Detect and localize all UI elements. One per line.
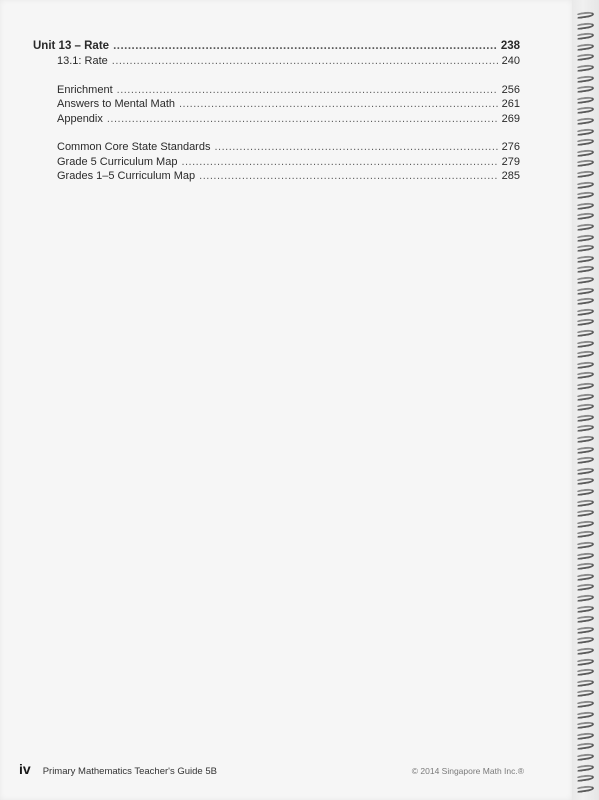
spiral-coil [576, 233, 595, 241]
spiral-coil [576, 191, 595, 199]
dot-leader [107, 112, 498, 127]
spiral-coil [576, 392, 595, 400]
spiral-coil [576, 212, 595, 220]
toc-entry-label: Common Core State Standards [57, 141, 211, 153]
page-number: iv [19, 761, 31, 777]
spiral-coil [576, 318, 595, 326]
spiral-coil [576, 668, 595, 676]
spiral-coil [576, 74, 595, 82]
dot-leader [181, 155, 497, 170]
dot-leader [117, 83, 498, 98]
spiral-coil [576, 509, 595, 517]
spiral-coil [576, 710, 595, 718]
spiral-coil [576, 403, 595, 411]
toc-entry-page: 276 [501, 141, 520, 153]
spiral-coil [576, 361, 595, 369]
spiral-coil [576, 106, 595, 114]
dot-leader [214, 140, 497, 155]
toc-entry-label: Grade 5 Curriculum Map [57, 155, 178, 168]
spiral-coil [576, 329, 595, 337]
toc-entry-grade5-curriculum-map[interactable] [33, 155, 520, 170]
spiral-coil [576, 583, 595, 591]
spiral-coil [576, 604, 595, 612]
spiral-coil [576, 32, 595, 40]
toc-entry-page: 261 [501, 98, 520, 110]
toc-entry-label: Appendix [57, 112, 103, 125]
toc-entry-appendix[interactable] [33, 112, 520, 127]
spiral-coil [576, 562, 595, 570]
table-of-contents [33, 38, 520, 184]
spiral-coil [576, 488, 595, 496]
spiral-coil [576, 11, 595, 19]
spiral-coil [576, 43, 595, 51]
dot-leader [113, 38, 497, 54]
spiral-coil [576, 732, 595, 740]
spiral-coil [576, 297, 595, 305]
toc-entry-label: Answers to Mental Math [57, 98, 175, 110]
spiral-coil [576, 339, 595, 347]
toc-entry-page: 269 [501, 112, 520, 125]
toc-entry-page: 238 [500, 40, 520, 52]
dot-leader [112, 54, 498, 69]
spiral-binding [572, 0, 599, 800]
spiral-coil [576, 265, 595, 273]
spiral-coil [576, 467, 595, 475]
toc-entry-label: Enrichment [57, 83, 113, 96]
spiral-coil [576, 424, 595, 432]
spiral-coil [576, 435, 595, 443]
spiral-coil [576, 286, 595, 294]
spiral-coil [576, 636, 595, 644]
toc-entry-page: 279 [501, 155, 520, 168]
spiral-coil [576, 456, 595, 464]
toc-entry-grades1-5-curriculum-map[interactable] [33, 169, 520, 184]
spiral-coil [576, 700, 595, 708]
spiral-coil [576, 785, 595, 793]
toc-entry-answers-mental-math[interactable] [33, 97, 520, 112]
spiral-coil [576, 159, 595, 167]
toc-entry-label: 13.1: Rate [57, 55, 108, 67]
copyright-notice: © 2014 Singapore Math Inc.® [411, 766, 524, 776]
spiral-coil [576, 244, 595, 252]
spiral-coil [576, 170, 595, 178]
dot-leader [199, 169, 497, 184]
spiral-coil [576, 753, 595, 761]
toc-entry-enrichment[interactable] [33, 83, 520, 98]
spiral-coil [576, 498, 595, 506]
spiral-coil [576, 530, 595, 538]
spiral-coil [576, 541, 595, 549]
toc-entry-page: 285 [501, 170, 520, 182]
spiral-coil [576, 626, 595, 634]
toc-entry-label: Unit 13 – Rate [33, 40, 110, 52]
spiral-coil [576, 477, 595, 485]
spiral-coil [576, 774, 595, 782]
spiral-coil [576, 180, 595, 188]
toc-entry-unit-13[interactable] [33, 38, 520, 54]
spiral-coil [576, 647, 595, 655]
spiral-coil [576, 255, 595, 263]
book-title: Primary Mathematics Teacher's Guide 5B [42, 766, 217, 777]
spiral-coil [576, 594, 595, 602]
section-gap [33, 69, 520, 83]
spiral-coil [576, 573, 595, 581]
spiral-coil [576, 721, 595, 729]
spiral-coil [576, 149, 595, 157]
spiral-coil [576, 308, 595, 316]
spiral-coil [576, 382, 595, 390]
spiral-coil [576, 96, 595, 104]
spiral-coil [576, 127, 595, 135]
toc-entry-common-core[interactable] [33, 140, 520, 155]
toc-entry-page: 240 [501, 55, 520, 67]
dot-leader [179, 97, 498, 112]
spiral-coil [576, 64, 595, 72]
toc-entry-page: 256 [501, 83, 520, 96]
toc-entry-lesson-13-1[interactable] [33, 54, 520, 69]
spiral-coil [576, 276, 595, 284]
spiral-coil [576, 615, 595, 623]
spiral-coil [576, 85, 595, 93]
spiral-coil [576, 117, 595, 125]
toc-entry-label: Grades 1–5 Curriculum Map [57, 170, 196, 182]
spiral-coil [576, 414, 595, 422]
spiral-coil [576, 371, 595, 379]
spiral-coil [576, 763, 595, 771]
spiral-coil [576, 689, 595, 697]
spiral-coil [576, 202, 595, 210]
spiral-coil [576, 679, 595, 687]
spiral-coil [576, 445, 595, 453]
spiral-coil [576, 53, 595, 61]
spiral-coil [576, 223, 595, 231]
page-footer [19, 761, 524, 777]
spiral-coil [576, 21, 595, 29]
spiral-coil [576, 657, 595, 665]
spiral-coil [576, 138, 595, 146]
section-gap [33, 126, 520, 140]
spiral-coil [576, 520, 595, 528]
spiral-coil [576, 742, 595, 750]
spiral-coil [576, 551, 595, 559]
spiral-coil [576, 350, 595, 358]
